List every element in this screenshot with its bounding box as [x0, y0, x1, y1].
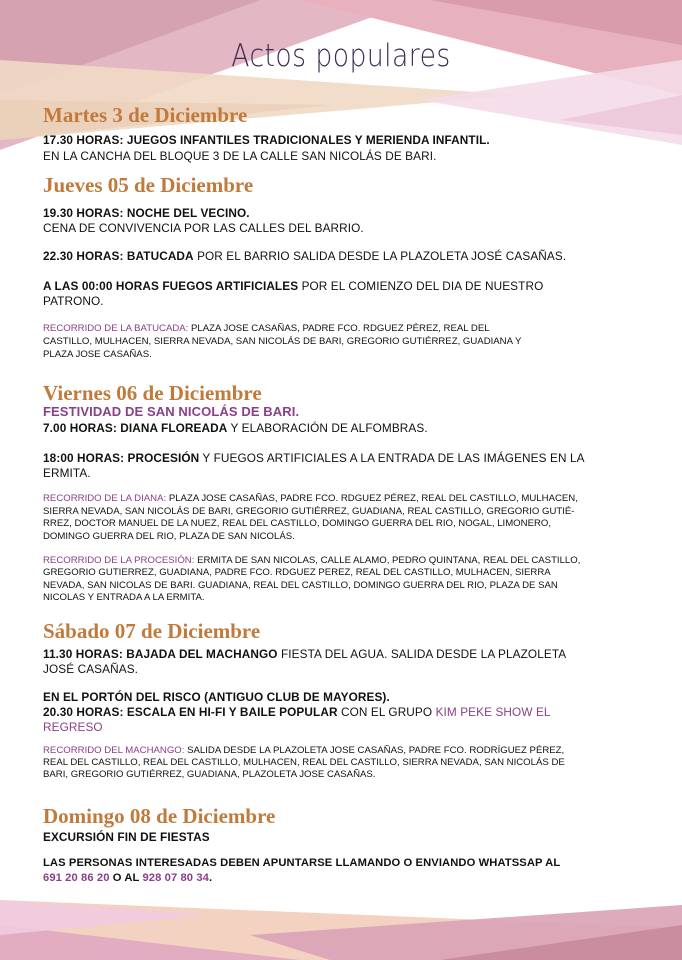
diana-route-line-2: SIERRA NEVADA, SAN NICOLÁS DE BARI, GREGORIO GUTIÉRREZ, GUADIANA, REAL CASTILLO, GREGORIO GUTIÉ-	[43, 506, 575, 517]
diana-route-line-3: RREZ, DOCTOR MANUEL DE LA NUEZ, REAL DEL CASTILLO, DOMINGO GUERRA DEL RIO, NOGAL, LIMONERO,	[43, 518, 552, 529]
jueves-fuegos-line-2: PATRONO.	[43, 294, 104, 308]
diana-route-line-4: DOMINGO GUERRA DEL RIO, PLAZA DE SAN NICOLÁS.	[43, 531, 295, 542]
machango-route-line-1	[43, 745, 564, 758]
baile-time: 20.30 HORAS: ESCALA EN HI-FI Y BAILE POPULAR	[43, 705, 338, 719]
batucada-route-line-3: PLAZA JOSE CASAÑAS.	[43, 349, 152, 360]
sabado-venue-line: EN EL PORTÓN DEL RISCO (ANTIGUO CLUB DE MAYORES).	[43, 690, 390, 704]
machango-route-label: RECORRIDO DEL MACHANGO:	[43, 745, 185, 756]
martes-line-1: 17.30 HORAS: JUEGOS INFANTILES TRADICIONALES Y MERIENDA INFANTIL.	[43, 133, 490, 147]
domingo-info-line-1: LAS PERSONAS INTERESADAS DEBEN APUNTARSE LLAMANDO O ENVIANDO WHATSSAP AL	[43, 857, 561, 869]
batucada-route-label: RECORRIDO DE LA BATUCADA:	[43, 323, 189, 334]
machango-detail: FIESTA DEL AGUA. SALIDA DESDE LA PLAZOLETA	[277, 647, 567, 661]
page-title: Actos populares	[231, 38, 451, 74]
jueves-fuegos-line-1	[43, 279, 543, 294]
procesion-route-line-3: NEVADA, SAN NICOLAS DE BARI. GUADIANA, REAL DEL CASTILLO, DOMINGO GUERRA DEL RIO, PLAZA DE SAN	[43, 580, 558, 591]
diana-route-line-1	[43, 493, 578, 506]
jueves-vecino-line-1: 19.30 HORAS: NOCHE DEL VECINO.	[43, 206, 250, 220]
baile-detail: CON EL GRUPO	[337, 705, 436, 719]
batucada-route-line-2: CASTILLO, MULHACEN, SIERRA NEVADA, SAN NICOLÁS DE BARI, GREGORIO GUTIÉRREZ, GUADIANA Y	[43, 336, 522, 347]
procesion-route-text: ERMITA DE SAN NICOLAS, CALLE ALAMO, PEDRO QUINTANA, REAL DEL CASTILLO,	[194, 555, 581, 566]
batucada-route-text: PLAZA JOSE CASAÑAS, PADRE FCO. RDGUEZ PÉREZ, REAL DEL	[188, 323, 490, 334]
phone-number-2[interactable]: 928 07 80 34	[142, 872, 209, 884]
sabado-baile-line-1	[43, 705, 551, 720]
procesion-route-line-4: NICOLAS Y ENTRADA A LA ERMITA.	[43, 592, 205, 603]
band-name-part-1: KIM PEKE SHOW EL	[435, 705, 551, 719]
heading-sabado: Sábado 07 de Diciembre	[43, 619, 261, 643]
diana-detail: Y ELABORACIÓN DE ALFOMBRAS.	[227, 421, 428, 435]
viernes-diana-line	[43, 421, 428, 436]
procesion-detail: Y FUEGOS ARTIFICIALES A LA ENTRADA DE LAS IMÁGENES EN LA	[199, 451, 585, 465]
machango-route-text: SALIDA DESDE LA PLAZOLETA JOSE CASAÑAS, PADRE FCO. RODRÍGUEZ PÉREZ,	[184, 745, 565, 756]
batucada-time: 22.30 HORAS: BATUCADA	[43, 249, 194, 263]
jueves-vecino-line-2: CENA DE CONVIVENCIA POR LAS CALLES DEL BARRIO.	[43, 221, 364, 235]
phone-number-1[interactable]: 691 20 86 20	[43, 872, 110, 884]
viernes-procesion-line-1	[43, 451, 585, 466]
sabado-machango-line-2: JOSÉ CASAÑAS.	[43, 662, 139, 676]
diana-time: 7.00 HORAS: DIANA FLOREADA	[43, 421, 228, 435]
jueves-batucada-line	[43, 249, 566, 264]
viernes-procesion-line-2: ERMITA.	[43, 466, 91, 480]
batucada-route-line-1	[43, 323, 490, 336]
domingo-info-line-2	[43, 871, 212, 886]
fuegos-detail: POR EL COMIENZO DEL DIA DE NUESTRO	[298, 279, 544, 293]
machango-route-line-3: BARI, GREGORIO GUTIÉRREZ, GUADIANA, PLAZOLETA JOSE CASAÑAS.	[43, 769, 376, 780]
diana-route-label: RECORRIDO DE LA DIANA:	[43, 493, 167, 504]
martes-line-2: EN LA CANCHA DEL BLOQUE 3 DE LA CALLE SAN NICOLÁS DE BARI.	[43, 149, 437, 163]
festividad-line: FESTIVIDAD DE SAN NICOLÁS DE BARI.	[43, 404, 300, 419]
machango-time: 11.30 HORAS: BAJADA DEL MACHANGO	[43, 647, 278, 661]
procesion-route-label: RECORRIDO DE LA PROCESIÓN:	[43, 555, 195, 566]
heading-domingo: Domingo 08 de Diciembre	[43, 804, 276, 828]
procesion-route-line-1	[43, 555, 580, 568]
band-name-part-2: REGRESO	[43, 720, 103, 734]
procesion-time: 18:00 HORAS: PROCESIÓN	[43, 451, 200, 465]
heading-jueves: Jueves 05 de Diciembre	[43, 173, 254, 197]
fuegos-time: A LAS 00:00 HORAS FUEGOS ARTIFICIALES	[43, 279, 299, 293]
machango-route-line-2: REAL DEL CASTILLO, REAL DEL CASTILLO, MULHACEN, REAL DEL CASTILLO, SIERRA NEVADA, SAN NICOLÁS DE	[43, 757, 565, 768]
phone-separator: O AL	[109, 872, 143, 884]
phone-end: .	[208, 872, 213, 884]
batucada-detail: POR EL BARRIO SALIDA DESDE LA PLAZOLETA JOSÉ CASAÑAS.	[193, 249, 567, 263]
diana-route-text: PLAZA JOSE CASAÑAS, PADRE FCO. RDGUEZ PÉREZ, REAL DEL CASTILLO, MULHACEN,	[166, 493, 578, 504]
heading-viernes: Viernes 06 de Diciembre	[43, 381, 262, 405]
domingo-excursion-line: EXCURSIÓN FIN DE FIESTAS	[43, 830, 210, 844]
procesion-route-line-2: GREGORIO GUTIERREZ, GUADIANA, PADRE FCO. RDGUEZ PEREZ, REAL DEL CASTILLO, MULHACEN, SIERRA	[43, 567, 551, 578]
sabado-machango-line-1	[43, 647, 566, 662]
heading-martes: Martes 3 de Diciembre	[43, 103, 248, 127]
